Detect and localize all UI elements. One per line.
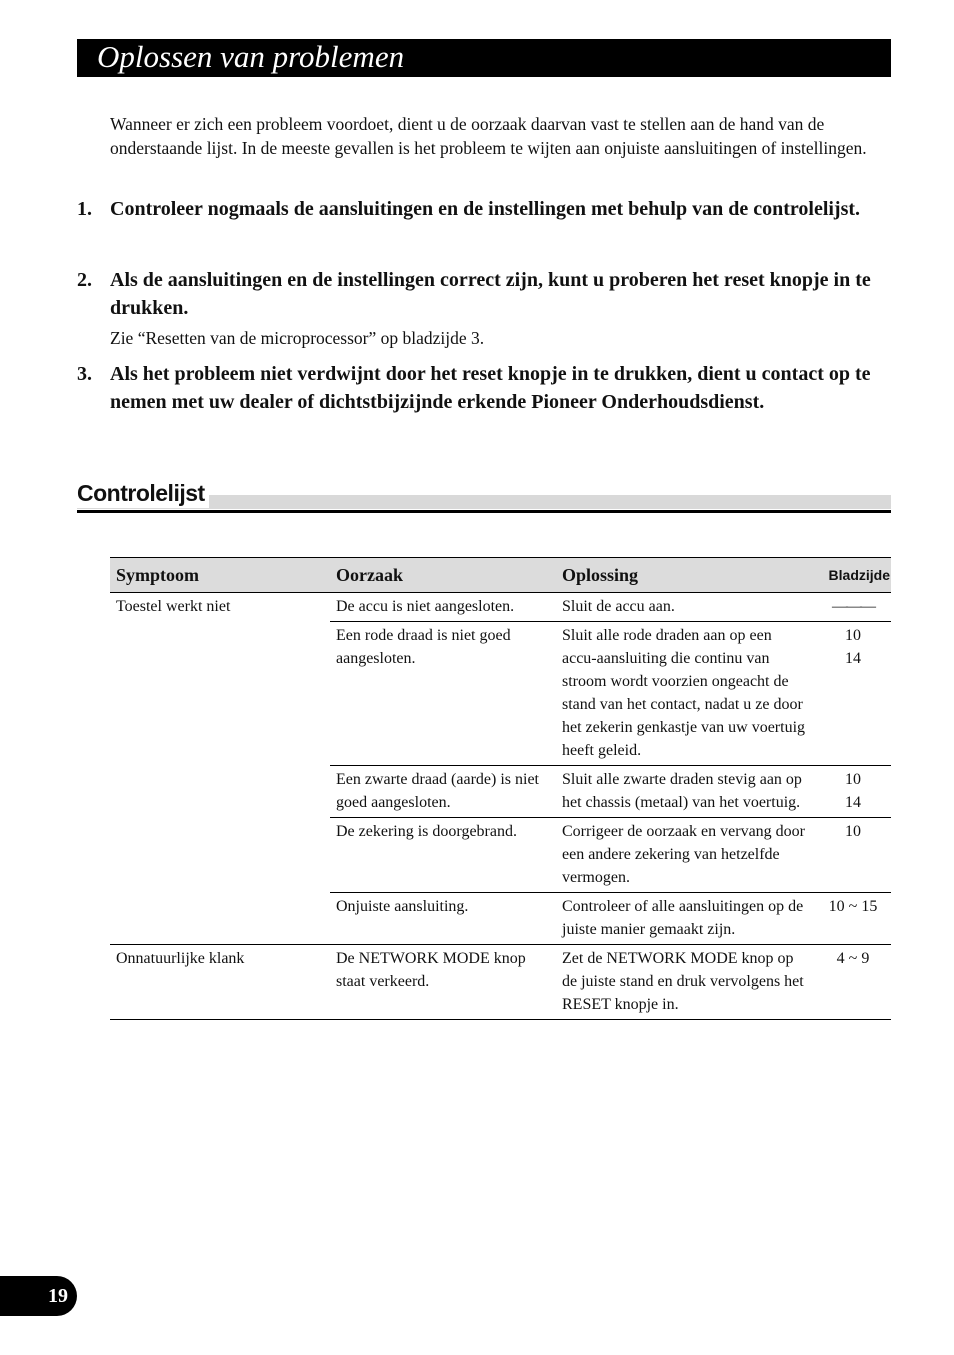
section-heading (77, 478, 891, 513)
header-solution: Oplossing (556, 558, 815, 593)
intro-paragraph: Wanneer er zich een probleem voordoet, dient u de oorzaak daarvan vast te stellen aan de hand van de onderstaande lijst. In de meeste gevallen is het probleem te wijten aan onjuiste aansluitingen of instellingen. (110, 114, 867, 158)
solution-cell: Corrigeer de oorzaak en vervang door een andere zekering van hetzelfde vermogen. (556, 818, 815, 893)
table-row (110, 818, 891, 893)
page-cell: 10 (815, 818, 891, 893)
checklist-table (110, 557, 891, 1020)
step-3 (77, 360, 877, 416)
step-note: Zie “Resetten van de microprocessor” op bladzijde 3. (110, 328, 485, 348)
symptom-cell (110, 766, 330, 818)
solution-cell: Sluit alle zwarte draden stevig aan op het chassis (metaal) van het voertuig. (556, 766, 815, 818)
page-number: 19 (48, 1285, 68, 1307)
symptom-cell (110, 893, 330, 945)
table-row (110, 593, 891, 622)
page-cell: 4 ~ 9 (815, 945, 891, 1020)
symptom-cell (110, 818, 330, 893)
solution-cell: Zet de NETWORK MODE knop op de juiste stand en druk vervolgens het RESET knopje in. (556, 945, 815, 1020)
step-number: 3. (77, 363, 92, 385)
step-number: 2. (77, 269, 92, 291)
page-cell: ——— (832, 598, 874, 615)
page-number-tab (0, 1276, 77, 1316)
cause-cell: Onjuiste aansluiting. (330, 893, 556, 945)
cause-cell: De zekering is doorgebrand. (330, 818, 556, 893)
page-cell: 10 14 (815, 766, 891, 818)
page-title: Oplossen van problemen (97, 39, 405, 74)
step-text: Als het probleem niet verdwijnt door het reset knopje in te drukken, dient u contact op te nemen met uw dealer of dichtstbijzijnde erkende Pioneer Onderhoudsdienst. (110, 363, 871, 413)
cause-cell: De NETWORK MODE knop staat verkeerd. (330, 945, 556, 1020)
page-cell: 10 ~ 15 (815, 893, 891, 945)
solution-cell: Sluit de accu aan. (562, 598, 675, 615)
symptom-cell (110, 622, 330, 766)
step-1 (77, 195, 877, 223)
step-2 (77, 266, 877, 350)
header-page: Bladzijde (815, 558, 891, 593)
cause-cell: Een zwarte draad (aarde) is niet goed aangesloten. (330, 766, 556, 818)
table-row (110, 945, 891, 1020)
symptom-cell: Toestel werkt niet (116, 598, 231, 615)
table-row (110, 766, 891, 818)
header-symptom: Symptoom (110, 558, 330, 593)
symptom-cell: Onnatuurlijke klank (110, 945, 330, 1020)
table-header-row (110, 558, 891, 593)
step-number: 1. (77, 198, 92, 220)
solution-cell: Sluit alle rode draden aan op een accu-aansluiting die continu van stroom wordt voorzien ongeacht de stand van het contact, nadat u ze door het zekerin genkastje van uw voertuig heeft geleid. (556, 622, 815, 766)
table-row (110, 893, 891, 945)
page-cell: 10 14 (815, 622, 891, 766)
section-heading-rule (77, 510, 891, 513)
section-title: Controlelijst (77, 478, 209, 508)
page-title-bar (77, 39, 891, 77)
step-text: Als de aansluitingen en de instellingen correct zijn, kunt u proberen het reset knopje in te drukken. (110, 269, 871, 319)
table-row (110, 622, 891, 766)
step-text: Controleer nogmaals de aansluitingen en de instellingen met behulp van de controlelijst. (110, 198, 861, 220)
solution-cell: Controleer of alle aansluitingen op de juiste manier gemaakt zijn. (556, 893, 815, 945)
header-cause: Oorzaak (330, 558, 556, 593)
cause-cell: Een rode draad is niet goed aangesloten. (330, 622, 556, 766)
cause-cell: De accu is niet aangesloten. (336, 598, 515, 615)
